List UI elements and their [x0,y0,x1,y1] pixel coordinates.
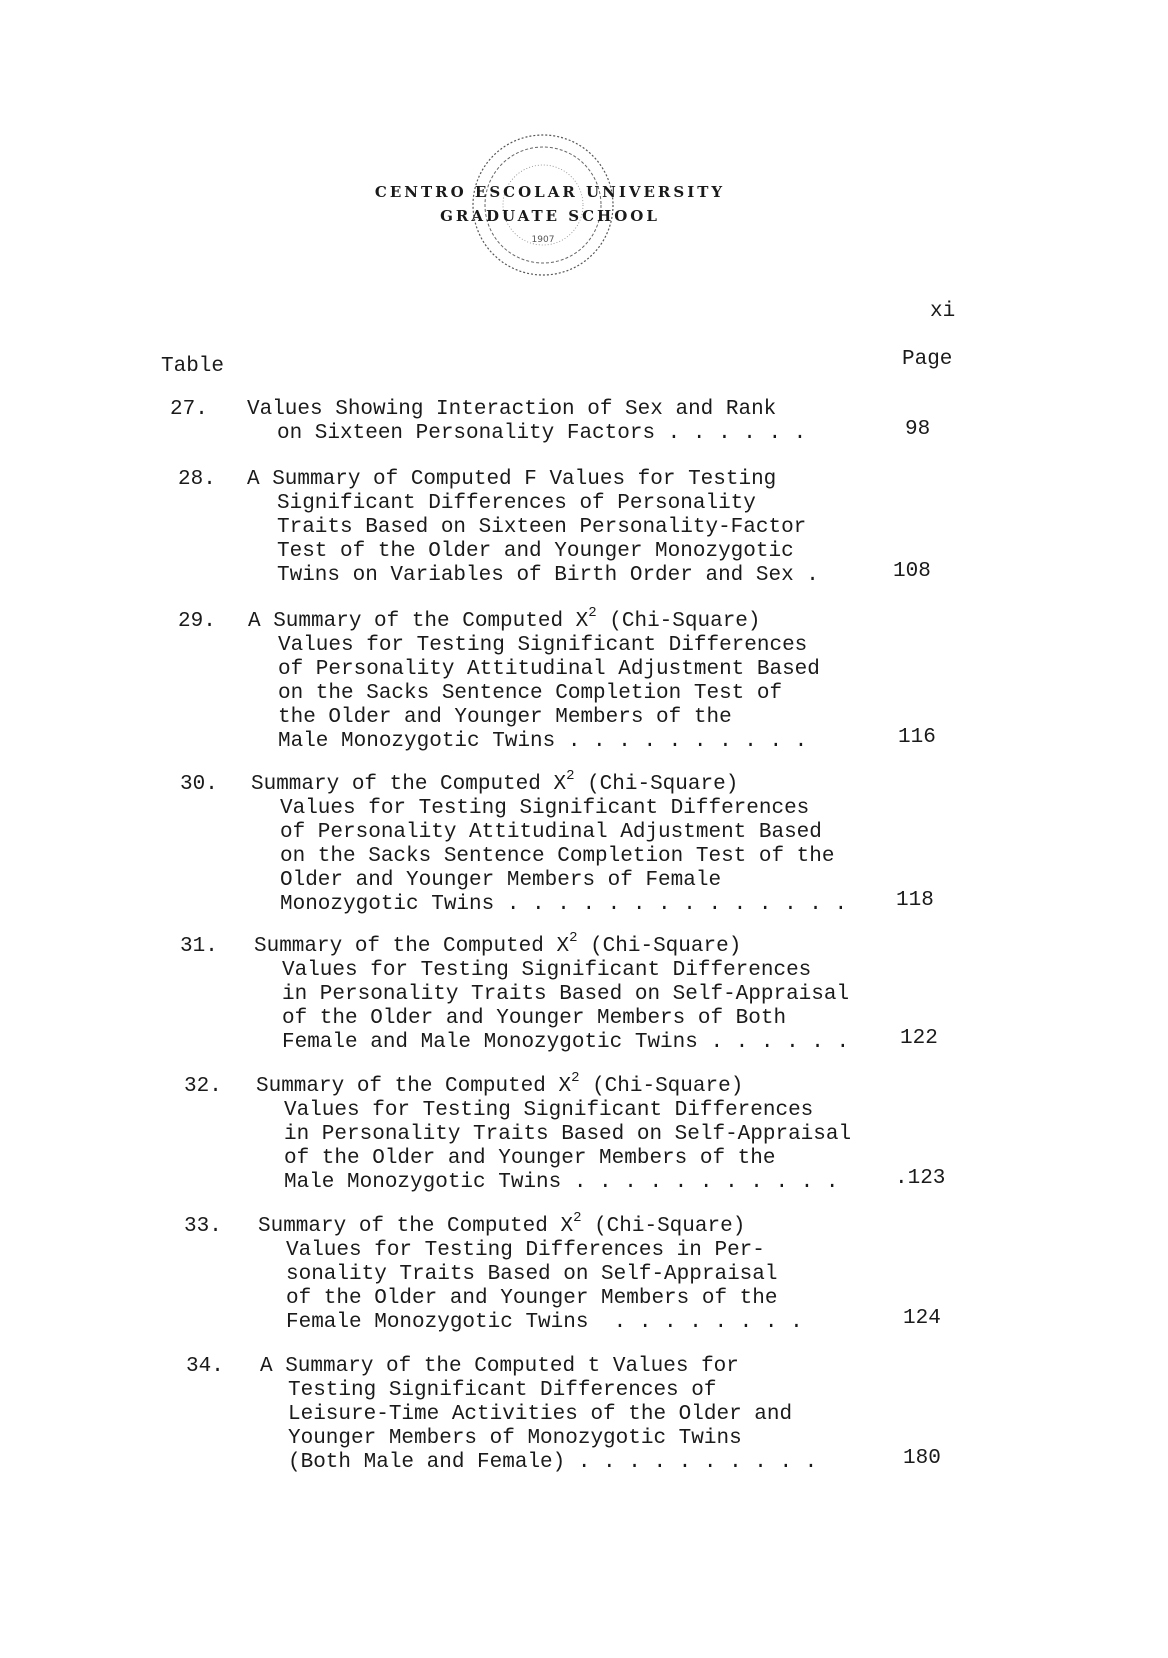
table-entry-title-line: Testing Significant Differences of [288,1379,717,1402]
table-entry-title-line: Values for Testing Significant Differences [284,1099,814,1122]
table-entry-number: 31. [180,935,218,958]
table-entry-title-line: Female and Male Monozygotic Twins . . . . . . [282,1031,850,1054]
table-entry-page: 122 [900,1027,938,1050]
table-entry-title-line: Summary of the Computed $X^2$ (Chi-Square) [254,930,742,958]
table-entry-title-line: Values Showing Interaction of Sex and Rank [247,398,777,421]
table-entry-title-line: Leisure-Time Activities of the Older and [288,1403,793,1426]
table-entry-title-line: Summary of the Computed $X^2$ (Chi-Square) [256,1070,744,1098]
table-entry-title-line: of the Older and Younger Members of the [286,1287,778,1310]
table-entry-title-line: Values for Testing Differences in Per- [286,1239,765,1262]
table-entry-title-line: Summary of the Computed $X^2$ (Chi-Square) [251,768,739,796]
table-entry-title-line: sonality Traits Based on Self-Appraisal [286,1263,778,1286]
table-entry-title-line: of Personality Attitudinal Adjustment Based [280,821,822,844]
table-entry-number: 34. [186,1355,224,1378]
institution-heading [370,180,730,228]
institution-name: CENTRO ESCOLAR UNIVERSITY [374,183,726,201]
school-name: GRADUATE SCHOOL [440,207,660,225]
table-entry-title-line: A Summary of the Computed t Values for [260,1355,739,1378]
table-entry-number: 29. [178,610,216,633]
table-entry-title-line: Values for Testing Significant Differences [282,959,812,982]
table-entry-page: 124 [903,1307,941,1330]
column-header-table: Table [161,355,225,378]
table-entry-page: 108 [893,560,931,583]
table-entry-page: 98 [905,418,931,441]
table-entry-title-line: A Summary of the Computed $X^2$ (Chi-Square) [248,605,761,633]
table-entry-page: .123 [895,1167,946,1190]
table-entry-title-line: Male Monozygotic Twins . . . . . . . . . . . [284,1171,839,1194]
table-entry-number: 30. [180,773,218,796]
table-entry-title-line: Significant Differences of Personality [277,492,756,515]
table-entry-title-line: on Sixteen Personality Factors . . . . . . [277,422,807,445]
table-entry-title-line: of Personality Attitudinal Adjustment Based [278,658,820,681]
table-entry-number: 28. [178,468,216,491]
table-entry-title-line: Monozygotic Twins . . . . . . . . . . . . . . [280,893,848,916]
table-entry-title-line: in Personality Traits Based on Self-Appraisal [284,1123,852,1146]
table-entry-title-line: Female Monozygotic Twins . . . . . . . . [286,1311,803,1334]
table-entry-title-line: Younger Members of Monozygotic Twins [288,1427,742,1450]
table-entry-title-line: Traits Based on Sixteen Personality-Factor [277,516,807,539]
table-entry-title-line: in Personality Traits Based on Self-Appraisal [282,983,850,1006]
letterhead [0,0,1168,310]
table-entry-title-line: of the Older and Younger Members of the [284,1147,776,1170]
column-header-page: Page [902,348,953,371]
table-entry-title-line: on the Sacks Sentence Completion Test of [278,682,783,705]
table-entry-title-line: Older and Younger Members of Female [280,869,722,892]
table-entry-title-line: (Both Male and Female) . . . . . . . . . . [288,1451,818,1474]
table-entry-title-line: Test of the Older and Younger Monozygotic [277,540,794,563]
table-entry-title-line: A Summary of Computed F Values for Testing [247,468,777,491]
table-entry-number: 33. [184,1215,222,1238]
table-entry-number: 27. [170,398,208,421]
table-entry-title-line: Twins on Variables of Birth Order and Sex . [277,564,819,587]
table-entry-page: 118 [896,889,934,912]
table-entry-page: 180 [903,1447,941,1470]
table-entry-title-line: Values for Testing Significant Differences [278,634,808,657]
page-number: xi [930,300,956,323]
table-entry-page: 116 [898,726,936,749]
table-entry-title-line: the Older and Younger Members of the [278,706,732,729]
seal-year: 1907 [531,235,555,245]
table-entry-number: 32. [184,1075,222,1098]
table-entry-title-line: Values for Testing Significant Differences [280,797,810,820]
table-entry-title-line: Summary of the Computed $X^2$ (Chi-Square) [258,1210,746,1238]
table-entry-title-line: Male Monozygotic Twins . . . . . . . . . . [278,730,808,753]
table-entry-title-line: on the Sacks Sentence Completion Test of the [280,845,835,868]
table-entry-title-line: of the Older and Younger Members of Both [282,1007,787,1030]
